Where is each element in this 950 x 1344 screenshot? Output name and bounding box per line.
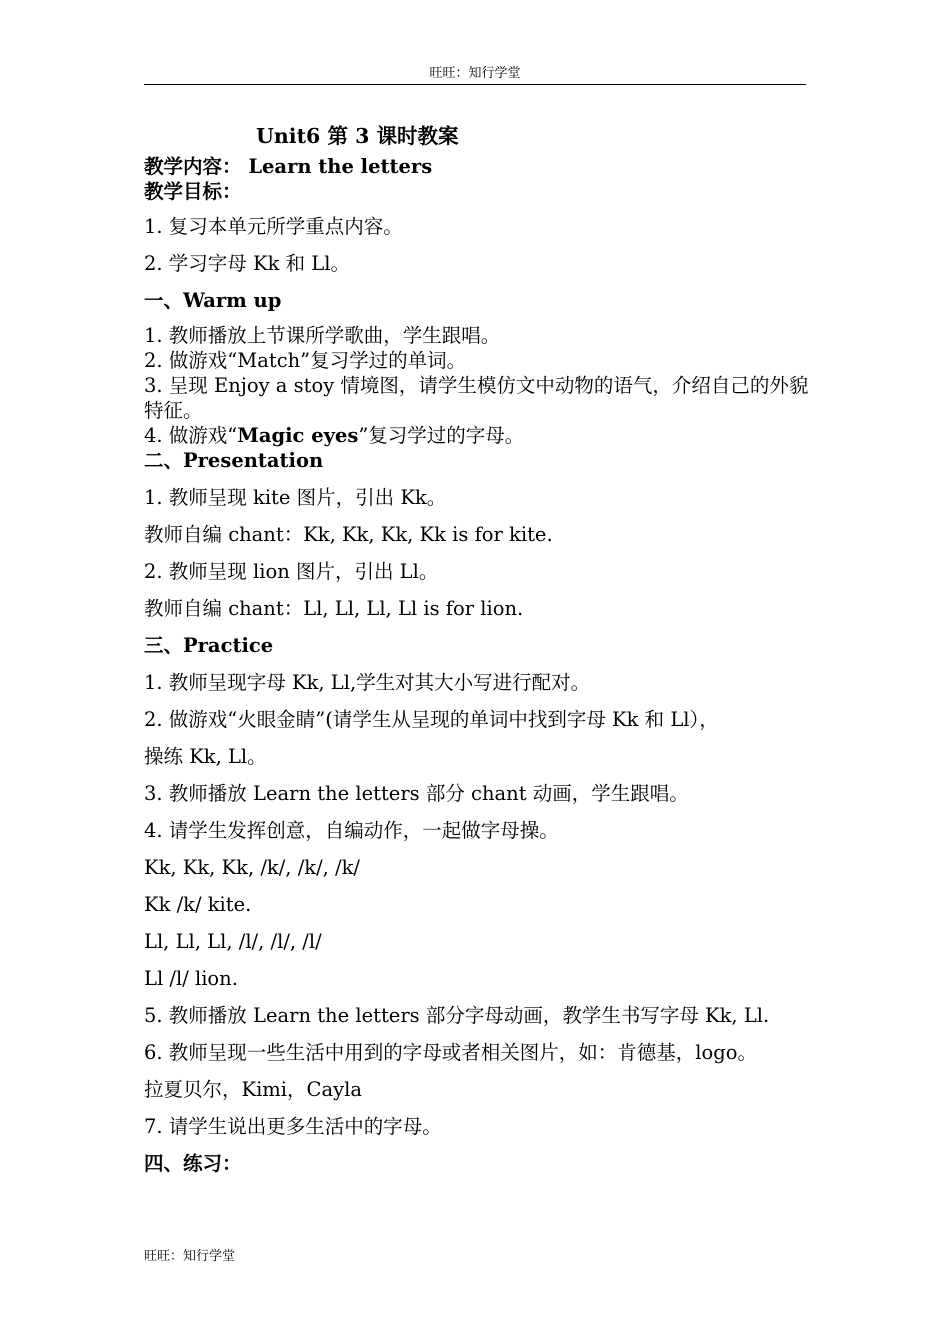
page-title: Unit6 第 3 课时教案 bbox=[256, 124, 459, 148]
warm-up-item4-pre: 4. 做游戏“ bbox=[144, 424, 238, 447]
goal-item: 2. 学习字母 Kk 和 Ll。 bbox=[144, 252, 350, 275]
section-heading-presentation: 二、Presentation bbox=[144, 449, 324, 472]
presentation-item: 2. 教师呈现 lion 图片，引出 Ll。 bbox=[144, 560, 439, 583]
practice-item: Ll, Ll, Ll, /l/, /l/, /l/ bbox=[144, 930, 322, 953]
practice-item: 6. 教师呈现一些生活中用到的字母或者相关图片，如：肯德基，logo。 bbox=[144, 1041, 758, 1064]
practice-item: 1. 教师呈现字母 Kk, Ll,学生对其大小写进行配对。 bbox=[144, 671, 591, 694]
presentation-item: 教师自编 chant：Kk, Kk, Kk, Kk is for kite. bbox=[144, 523, 553, 546]
warm-up-item4-bold: Magic eyes bbox=[237, 424, 359, 447]
practice-item: 操练 Kk, Ll。 bbox=[144, 745, 267, 768]
warm-up-item: 2. 做游戏“Match”复习学过的单词。 bbox=[144, 349, 467, 372]
lesson-plan-body bbox=[144, 118, 809, 1182]
page-header: 旺旺：知行学堂 bbox=[144, 64, 806, 85]
teaching-content bbox=[144, 154, 809, 179]
warm-up-item: 1. 教师播放上节课所学歌曲，学生跟唱。 bbox=[144, 324, 501, 347]
section-heading-exercise: 四、练习： bbox=[144, 1152, 242, 1175]
warm-up-item4-post: ”复习学过的字母。 bbox=[358, 424, 525, 447]
section-heading-practice: 三、Practice bbox=[144, 634, 274, 657]
presentation-item: 1. 教师呈现 kite 图片，引出 Kk。 bbox=[144, 486, 447, 509]
practice-item: 7. 请学生说出更多生活中的字母。 bbox=[144, 1115, 442, 1138]
practice-item: 2. 做游戏“火眼金睛”(请学生从呈现的单词中找到字母 Kk 和 Ll）， bbox=[144, 708, 719, 731]
teaching-content-label: 教学内容： bbox=[144, 155, 242, 178]
practice-item: Kk, Kk, Kk, /k/, /k/, /k/ bbox=[144, 856, 361, 879]
goal-item: 1. 复习本单元所学重点内容。 bbox=[144, 215, 403, 238]
presentation-item: 教师自编 chant：Ll, Ll, Ll, Ll is for lion. bbox=[144, 597, 524, 620]
practice-item: Kk /k/ kite. bbox=[144, 893, 252, 916]
teaching-goals-label: 教学目标： bbox=[144, 180, 242, 203]
practice-item: 4. 请学生发挥创意，自编动作，一起做字母操。 bbox=[144, 819, 559, 842]
practice-item: Ll /l/ lion. bbox=[144, 967, 238, 990]
practice-item: 3. 教师播放 Learn the letters 部分 chant 动画，学生跟唱。 bbox=[144, 782, 689, 805]
practice-item: 拉夏贝尔，Kimi，Cayla bbox=[144, 1078, 362, 1101]
practice-item: 5. 教师播放 Learn the letters 部分字母动画，教学生书写字母 Kk, Ll. bbox=[144, 1004, 770, 1027]
warm-up-item: 3. 呈现 Enjoy a stoy 情境图，请学生模仿文中动物的语气，介绍自己的外貌特征。 bbox=[144, 374, 809, 422]
section-heading-warm-up: 一、Warm up bbox=[144, 289, 282, 312]
page-footer: 旺旺：知行学堂 bbox=[144, 1249, 236, 1264]
warm-up-item bbox=[144, 423, 809, 448]
teaching-content-value: Learn the letters bbox=[248, 155, 433, 178]
